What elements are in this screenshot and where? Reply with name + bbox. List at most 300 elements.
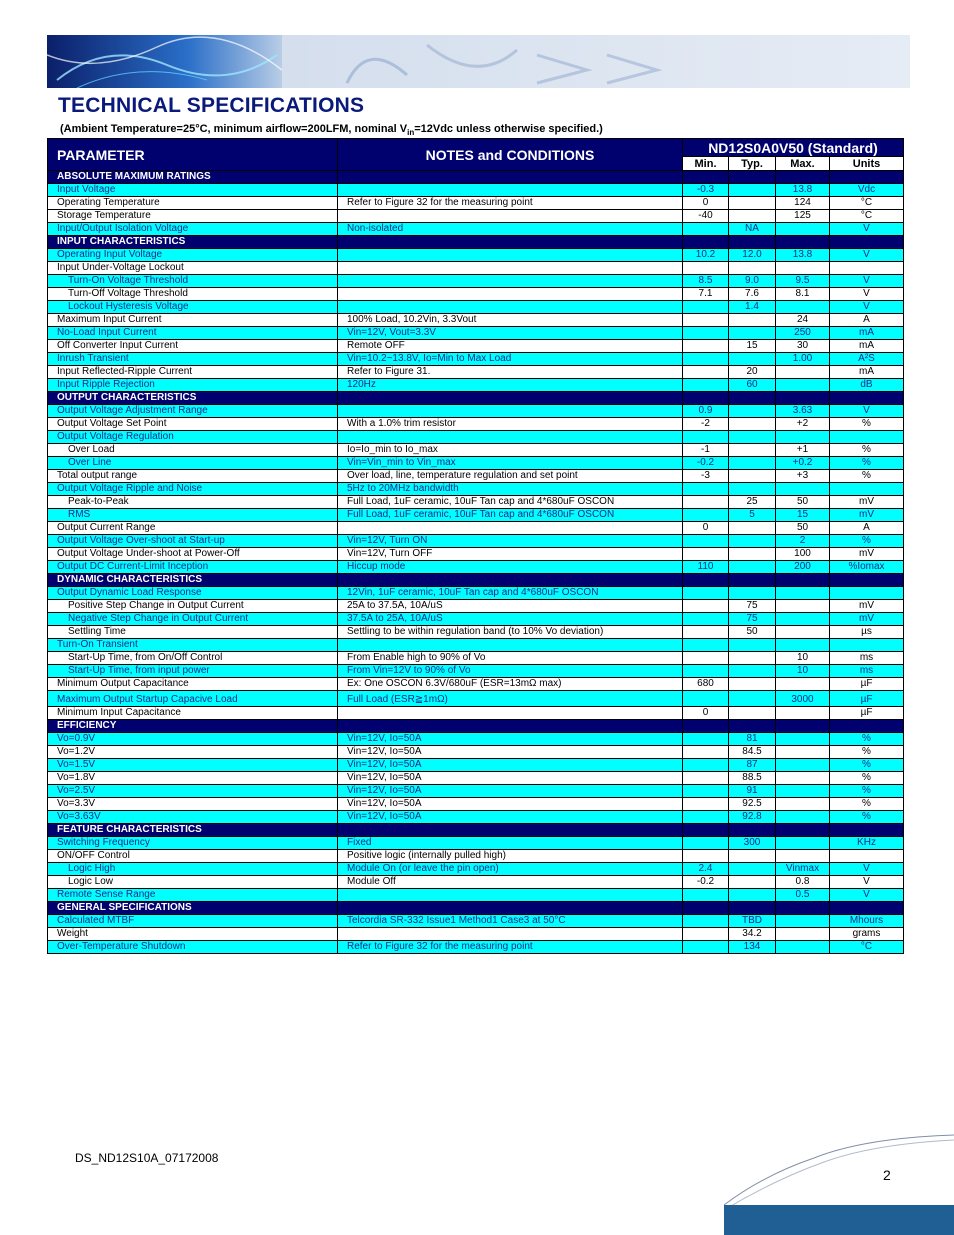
notes-cell xyxy=(338,210,683,223)
spec-row xyxy=(48,850,904,863)
notes-cell: Remote OFF xyxy=(338,340,683,353)
notes-cell: Vin=10.2~13.8V, Io=Min to Max Load xyxy=(338,353,683,366)
spec-row xyxy=(48,210,904,223)
notes-cell: Telcordia SR-332 Issue1 Method1 Case3 at 50°C xyxy=(338,915,683,928)
spec-row xyxy=(48,418,904,431)
units-cell: % xyxy=(830,811,904,824)
page-number: 2 xyxy=(883,1167,891,1183)
min-cell xyxy=(683,889,729,902)
max-cell xyxy=(776,587,830,600)
min-cell xyxy=(683,626,729,639)
spec-row xyxy=(48,876,904,889)
section-filler-cell xyxy=(338,824,683,837)
param-cell: Operating Input Voltage xyxy=(48,249,338,262)
min-cell xyxy=(683,785,729,798)
notes-cell: 120Hz xyxy=(338,379,683,392)
min-cell: -0.3 xyxy=(683,184,729,197)
units-cell: µF xyxy=(830,707,904,720)
max-cell: +1 xyxy=(776,444,830,457)
notes-cell: Vin=12V, Io=50A xyxy=(338,733,683,746)
typ-cell xyxy=(729,457,776,470)
max-cell xyxy=(776,733,830,746)
units-cell: % xyxy=(830,733,904,746)
spec-row xyxy=(48,184,904,197)
typ-cell xyxy=(729,522,776,535)
footer-corner-graphic xyxy=(724,1130,954,1235)
units-cell: KHz xyxy=(830,837,904,850)
param-cell: Vo=0.9V xyxy=(48,733,338,746)
param-cell: Start-Up Time, from input power xyxy=(48,665,338,678)
param-cell: Over Line xyxy=(48,457,338,470)
units-cell xyxy=(830,850,904,863)
spec-row xyxy=(48,288,904,301)
notes-cell: Vin=12V, Io=50A xyxy=(338,811,683,824)
min-cell: 110 xyxy=(683,561,729,574)
notes-cell: Ex: One OSCON 6.3V/680uF (ESR=13mΩ max) xyxy=(338,678,683,691)
notes-cell: 25A to 37.5A, 10A/uS xyxy=(338,600,683,613)
section-filler-cell xyxy=(729,236,776,249)
min-cell xyxy=(683,483,729,496)
notes-cell: Full Load, 1uF ceramic, 10uF Tan cap and 4*680uF OSCON xyxy=(338,509,683,522)
section-filler-cell xyxy=(683,902,729,915)
units-cell: % xyxy=(830,535,904,548)
min-cell xyxy=(683,600,729,613)
section-header-row xyxy=(48,236,904,249)
notes-cell xyxy=(338,249,683,262)
max-cell xyxy=(776,262,830,275)
min-cell xyxy=(683,301,729,314)
max-cell xyxy=(776,223,830,236)
table-header-row xyxy=(48,139,904,157)
spec-row xyxy=(48,431,904,444)
typ-cell xyxy=(729,639,776,652)
spec-row xyxy=(48,915,904,928)
section-filler-cell xyxy=(729,902,776,915)
max-cell: 250 xyxy=(776,327,830,340)
section-filler-cell xyxy=(683,720,729,733)
param-cell: Input Under-Voltage Lockout xyxy=(48,262,338,275)
spec-row xyxy=(48,444,904,457)
units-cell: V xyxy=(830,275,904,288)
max-cell: 3.63 xyxy=(776,405,830,418)
min-cell xyxy=(683,665,729,678)
typ-cell xyxy=(729,444,776,457)
section-filler-cell xyxy=(683,392,729,405)
typ-cell: 75 xyxy=(729,613,776,626)
typ-cell: TBD xyxy=(729,915,776,928)
typ-cell: 92.8 xyxy=(729,811,776,824)
typ-cell: 84.5 xyxy=(729,746,776,759)
spec-row xyxy=(48,483,904,496)
param-cell: Vo=1.8V xyxy=(48,772,338,785)
notes-cell: Refer to Figure 32 for the measuring point xyxy=(338,941,683,954)
notes-cell: Positive logic (internally pulled high) xyxy=(338,850,683,863)
param-cell: ON/OFF Control xyxy=(48,850,338,863)
section-filler-cell xyxy=(830,824,904,837)
min-cell xyxy=(683,691,729,707)
typ-cell: 134 xyxy=(729,941,776,954)
typ-cell xyxy=(729,652,776,665)
min-cell: -2 xyxy=(683,418,729,431)
param-cell: Maximum Input Current xyxy=(48,314,338,327)
param-cell: Input/Output Isolation Voltage xyxy=(48,223,338,236)
typ-cell: 91 xyxy=(729,785,776,798)
min-cell xyxy=(683,314,729,327)
spec-row xyxy=(48,746,904,759)
spec-row xyxy=(48,759,904,772)
spec-row xyxy=(48,707,904,720)
spec-row xyxy=(48,811,904,824)
spec-row xyxy=(48,785,904,798)
section-filler-cell xyxy=(729,574,776,587)
typ-cell xyxy=(729,707,776,720)
typ-cell xyxy=(729,850,776,863)
max-cell xyxy=(776,941,830,954)
param-cell: Peak-to-Peak xyxy=(48,496,338,509)
max-cell: 200 xyxy=(776,561,830,574)
min-cell xyxy=(683,262,729,275)
min-cell xyxy=(683,941,729,954)
spec-row xyxy=(48,327,904,340)
param-cell: Lockout Hysteresis Voltage xyxy=(48,301,338,314)
min-cell xyxy=(683,509,729,522)
notes-cell: Refer to Figure 32 for the measuring point xyxy=(338,197,683,210)
min-cell xyxy=(683,340,729,353)
param-cell: Logic Low xyxy=(48,876,338,889)
max-cell: +3 xyxy=(776,470,830,483)
max-cell xyxy=(776,785,830,798)
max-cell xyxy=(776,707,830,720)
typ-cell xyxy=(729,889,776,902)
min-cell xyxy=(683,366,729,379)
parameter-header: PARAMETER xyxy=(48,139,338,171)
spec-row xyxy=(48,837,904,850)
max-cell: +0.2 xyxy=(776,457,830,470)
notes-cell: Vin=Vin_min to Vin_max xyxy=(338,457,683,470)
notes-cell: Io=Io_min to Io_max xyxy=(338,444,683,457)
max-cell: 0.8 xyxy=(776,876,830,889)
section-filler-cell xyxy=(776,720,830,733)
units-header: Units xyxy=(830,157,904,171)
units-cell: mA xyxy=(830,366,904,379)
typ-cell xyxy=(729,587,776,600)
notes-cell: 12Vin, 1uF ceramic, 10uF Tan cap and 4*680uF OSCON xyxy=(338,587,683,600)
min-cell xyxy=(683,223,729,236)
param-cell: Output Dynamic Load Response xyxy=(48,587,338,600)
notes-cell: Vin=12V, Io=50A xyxy=(338,785,683,798)
typ-cell xyxy=(729,665,776,678)
min-cell: 0 xyxy=(683,197,729,210)
spec-row xyxy=(48,600,904,613)
max-cell xyxy=(776,431,830,444)
max-cell: 10 xyxy=(776,652,830,665)
param-cell: No-Load Input Current xyxy=(48,327,338,340)
spec-row xyxy=(48,587,904,600)
max-cell: 9.5 xyxy=(776,275,830,288)
param-cell: Over Load xyxy=(48,444,338,457)
spec-row xyxy=(48,509,904,522)
spec-row xyxy=(48,197,904,210)
param-cell: Inrush Transient xyxy=(48,353,338,366)
units-cell: mV xyxy=(830,509,904,522)
min-cell xyxy=(683,379,729,392)
units-cell xyxy=(830,483,904,496)
page-subtitle: (Ambient Temperature=25°C, minimum airflow=200LFM, nominal $V_{in}=12Vdc$ unless otherwise specified.) xyxy=(60,123,603,138)
param-cell: Output Voltage Adjustment Range xyxy=(48,405,338,418)
max-header: Max. xyxy=(776,157,830,171)
section-header-row xyxy=(48,392,904,405)
notes-cell: Vin=12V, Io=50A xyxy=(338,746,683,759)
spec-row xyxy=(48,889,904,902)
min-cell: 2.4 xyxy=(683,863,729,876)
spec-row xyxy=(48,561,904,574)
typ-cell xyxy=(729,678,776,691)
units-cell: µF xyxy=(830,691,904,707)
notes-cell: From Vin=12V to 90% of Vo xyxy=(338,665,683,678)
units-cell: mA xyxy=(830,340,904,353)
notes-cell xyxy=(338,405,683,418)
section-filler-cell xyxy=(683,171,729,184)
min-cell xyxy=(683,431,729,444)
units-cell: %Iomax xyxy=(830,561,904,574)
min-cell xyxy=(683,915,729,928)
notes-cell xyxy=(338,889,683,902)
spec-row xyxy=(48,301,904,314)
max-cell: 13.8 xyxy=(776,184,830,197)
max-cell xyxy=(776,798,830,811)
max-cell xyxy=(776,639,830,652)
section-label: EFFICIENCY xyxy=(48,720,338,733)
min-cell xyxy=(683,811,729,824)
units-cell: µs xyxy=(830,626,904,639)
typ-cell: 9.0 xyxy=(729,275,776,288)
page-title: TECHNICAL SPECIFICATIONS xyxy=(58,94,365,117)
typ-cell xyxy=(729,353,776,366)
notes-cell: Vin=12V, Io=50A xyxy=(338,772,683,785)
notes-cell: Full Load, 1uF ceramic, 10uF Tan cap and 4*680uF OSCON xyxy=(338,496,683,509)
units-cell: mV xyxy=(830,600,904,613)
param-cell: Vo=1.2V xyxy=(48,746,338,759)
section-filler-cell xyxy=(830,392,904,405)
spec-row xyxy=(48,379,904,392)
min-cell: 0 xyxy=(683,707,729,720)
min-cell xyxy=(683,652,729,665)
spec-row xyxy=(48,548,904,561)
spec-row xyxy=(48,652,904,665)
max-cell: 8.1 xyxy=(776,288,830,301)
typ-cell: 20 xyxy=(729,366,776,379)
max-cell xyxy=(776,483,830,496)
section-filler-cell xyxy=(338,574,683,587)
param-cell: Weight xyxy=(48,928,338,941)
param-cell: Output Voltage Ripple and Noise xyxy=(48,483,338,496)
spec-row xyxy=(48,772,904,785)
max-cell: 100 xyxy=(776,548,830,561)
spec-row xyxy=(48,353,904,366)
notes-cell: Non-isolated xyxy=(338,223,683,236)
param-cell: Vo=3.63V xyxy=(48,811,338,824)
units-cell: dB xyxy=(830,379,904,392)
header-banner xyxy=(47,35,910,88)
section-filler-cell xyxy=(776,392,830,405)
typ-cell: 88.5 xyxy=(729,772,776,785)
typ-cell: 12.0 xyxy=(729,249,776,262)
section-filler-cell xyxy=(338,392,683,405)
typ-cell: 87 xyxy=(729,759,776,772)
param-cell: Output DC Current-Limit Inception xyxy=(48,561,338,574)
notes-cell: Refer to Figure 31. xyxy=(338,366,683,379)
param-cell: Output Voltage Over-shoot at Start-up xyxy=(48,535,338,548)
spec-row xyxy=(48,626,904,639)
units-cell: mV xyxy=(830,496,904,509)
min-cell xyxy=(683,928,729,941)
typ-cell: 92.5 xyxy=(729,798,776,811)
units-cell: ms xyxy=(830,665,904,678)
notes-cell xyxy=(338,522,683,535)
section-label: INPUT CHARACTERISTICS xyxy=(48,236,338,249)
units-cell xyxy=(830,262,904,275)
typ-cell: 15 xyxy=(729,340,776,353)
min-cell xyxy=(683,548,729,561)
spec-row xyxy=(48,340,904,353)
section-filler-cell xyxy=(830,720,904,733)
min-cell: -0.2 xyxy=(683,457,729,470)
param-cell: Start-Up Time, from On/Off Control xyxy=(48,652,338,665)
min-cell: 10.2 xyxy=(683,249,729,262)
units-cell: °C xyxy=(830,197,904,210)
min-cell xyxy=(683,613,729,626)
typ-cell xyxy=(729,418,776,431)
units-cell: grams xyxy=(830,928,904,941)
param-cell: Turn-On Transient xyxy=(48,639,338,652)
section-header-row xyxy=(48,171,904,184)
units-cell: mA xyxy=(830,327,904,340)
notes-cell xyxy=(338,639,683,652)
units-cell: % xyxy=(830,418,904,431)
notes-cell xyxy=(338,275,683,288)
notes-cell: Module Off xyxy=(338,876,683,889)
notes-cell: 5Hz to 20MHz bandwidth xyxy=(338,483,683,496)
param-cell: Operating Temperature xyxy=(48,197,338,210)
spec-row xyxy=(48,262,904,275)
min-cell xyxy=(683,639,729,652)
typ-cell: 34.2 xyxy=(729,928,776,941)
section-label: DYNAMIC CHARACTERISTICS xyxy=(48,574,338,587)
param-cell: Output Voltage Under-shoot at Power-Off xyxy=(48,548,338,561)
notes-cell: Vin=12V, Io=50A xyxy=(338,759,683,772)
max-cell: Vinmax xyxy=(776,863,830,876)
max-cell: 10 xyxy=(776,665,830,678)
typ-cell xyxy=(729,535,776,548)
notes-cell: Full Load (ESR≧1mΩ) xyxy=(338,691,683,707)
typ-cell: 7.6 xyxy=(729,288,776,301)
document-code: DS_ND12S10A_07172008 xyxy=(75,1151,219,1165)
section-filler-cell xyxy=(776,902,830,915)
section-filler-cell xyxy=(338,171,683,184)
units-cell: A xyxy=(830,314,904,327)
min-cell: 0.9 xyxy=(683,405,729,418)
spec-row xyxy=(48,470,904,483)
notes-cell: Vin=12V, Turn ON xyxy=(338,535,683,548)
notes-cell xyxy=(338,262,683,275)
typ-cell: 1.4 xyxy=(729,301,776,314)
param-cell: Output Voltage Regulation xyxy=(48,431,338,444)
section-filler-cell xyxy=(683,236,729,249)
spec-row xyxy=(48,678,904,691)
typ-cell xyxy=(729,405,776,418)
param-cell: Remote Sense Range xyxy=(48,889,338,902)
spec-table-body xyxy=(48,139,904,954)
notes-header: NOTES and CONDITIONS xyxy=(338,139,683,171)
units-cell: % xyxy=(830,444,904,457)
notes-cell xyxy=(338,184,683,197)
units-cell: mV xyxy=(830,613,904,626)
max-cell: 30 xyxy=(776,340,830,353)
units-cell: V xyxy=(830,876,904,889)
notes-cell: Fixed xyxy=(338,837,683,850)
typ-cell xyxy=(729,876,776,889)
typ-cell xyxy=(729,548,776,561)
typ-cell xyxy=(729,210,776,223)
units-cell: mV xyxy=(830,548,904,561)
typ-cell: 81 xyxy=(729,733,776,746)
typ-cell: 5 xyxy=(729,509,776,522)
spec-row xyxy=(48,522,904,535)
section-filler-cell xyxy=(830,171,904,184)
max-cell: 3000 xyxy=(776,691,830,707)
max-cell xyxy=(776,379,830,392)
spec-row xyxy=(48,405,904,418)
min-cell: 8.5 xyxy=(683,275,729,288)
max-cell: 50 xyxy=(776,496,830,509)
section-filler-cell xyxy=(729,720,776,733)
min-cell xyxy=(683,587,729,600)
notes-cell xyxy=(338,288,683,301)
spec-row xyxy=(48,691,904,707)
spec-row xyxy=(48,639,904,652)
section-filler-cell xyxy=(338,720,683,733)
typ-cell: 75 xyxy=(729,600,776,613)
max-cell xyxy=(776,811,830,824)
param-cell: Settling Time xyxy=(48,626,338,639)
param-cell: Minimum Output Capacitance xyxy=(48,678,338,691)
spec-row xyxy=(48,941,904,954)
param-cell: Input Voltage xyxy=(48,184,338,197)
param-cell: RMS xyxy=(48,509,338,522)
max-cell: +2 xyxy=(776,418,830,431)
units-cell: % xyxy=(830,759,904,772)
spec-table xyxy=(47,138,904,954)
units-cell: ms xyxy=(830,652,904,665)
spec-row xyxy=(48,613,904,626)
typ-cell: 50 xyxy=(729,626,776,639)
units-cell: V xyxy=(830,863,904,876)
spec-row xyxy=(48,863,904,876)
typ-cell xyxy=(729,262,776,275)
min-header: Min. xyxy=(683,157,729,171)
typ-cell xyxy=(729,863,776,876)
section-filler-cell xyxy=(683,824,729,837)
spec-row xyxy=(48,535,904,548)
section-filler-cell xyxy=(729,392,776,405)
max-cell xyxy=(776,613,830,626)
units-cell: °C xyxy=(830,210,904,223)
min-cell: -1 xyxy=(683,444,729,457)
param-cell: Turn-On Voltage Threshold xyxy=(48,275,338,288)
units-cell: V xyxy=(830,223,904,236)
param-cell: Turn-Off Voltage Threshold xyxy=(48,288,338,301)
typ-header: Typ. xyxy=(729,157,776,171)
